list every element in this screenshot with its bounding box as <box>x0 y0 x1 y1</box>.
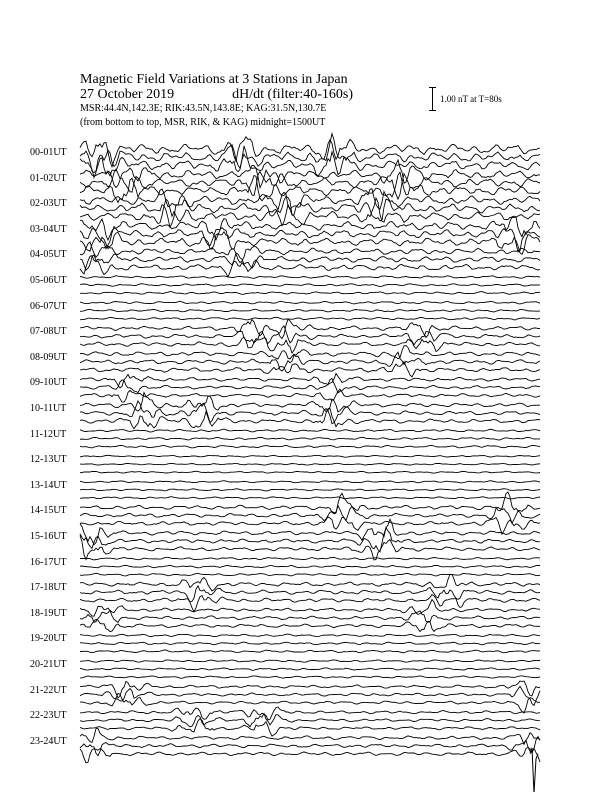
trace-MSR-04-05UT <box>80 242 540 263</box>
hour-label-15-16UT: 15-16UT <box>30 531 67 542</box>
trace-MSR-05-06UT <box>80 276 540 279</box>
trace-MSR-12-13UT <box>80 455 540 457</box>
hour-label-10-11UT: 10-11UT <box>30 403 67 414</box>
hour-label-16-17UT: 16-17UT <box>30 556 67 568</box>
hour-label-22-23UT: 22-23UT <box>30 710 67 722</box>
hour-label-01-02UT: 01-02UT <box>30 172 67 184</box>
hour-label-14-15UT: 14-15UT <box>30 505 67 517</box>
hour-label-05-06UT: 05-06UT <box>30 275 67 286</box>
trace-MSR-13-14UT <box>80 481 540 483</box>
trace-KAG-14-15UT <box>80 517 540 535</box>
hour-label-19-20UT: 19-20UT <box>30 633 67 645</box>
hour-label-06-07UT: 06-07UT <box>30 300 67 312</box>
trace-KAG-09-10UT <box>80 389 540 402</box>
trace-RIK-05-06UT <box>80 284 540 287</box>
trace-MSR-18-19UT <box>80 600 540 617</box>
trace-KAG-11-12UT <box>80 445 540 448</box>
trace-RIK-18-19UT <box>80 610 540 622</box>
trace-MSR-06-07UT <box>80 301 540 304</box>
trace-MSR-00-01UT <box>80 137 540 167</box>
trace-MSR-23-24UT <box>80 729 540 745</box>
trace-KAG-20-21UT <box>80 676 540 678</box>
hour-label-03-04UT: 03-04UT <box>30 223 67 235</box>
station-order-note: (from bottom to top, MSR, RIK, & KAG) midnight=1500UT <box>80 117 326 128</box>
hour-label-07-08UT: 07-08UT <box>30 326 67 338</box>
trace-RIK-19-20UT <box>80 642 540 645</box>
trace-MSR-20-21UT <box>80 660 540 662</box>
trace-KAG-21-22UT <box>80 693 540 713</box>
stations-info: MSR:44.4N,142.3E; RIK:43.5N,143.8E; KAG:31.5N,130.7E <box>80 103 327 114</box>
trace-KAG-08-09UT <box>80 362 540 377</box>
hour-label-00-01UT: 00-01UT <box>30 147 67 158</box>
hour-label-02-03UT: 02-03UT <box>30 198 67 210</box>
trace-RIK-12-13UT <box>80 463 540 465</box>
trace-KAG-05-06UT <box>80 292 540 295</box>
hour-label-23-24UT: 23-24UT <box>30 735 67 747</box>
hour-label-12-13UT: 12-13UT <box>30 454 67 466</box>
trace-KAG-00-01UT <box>80 146 540 178</box>
trace-KAG-19-20UT <box>80 650 540 653</box>
trace-MSR-11-12UT <box>80 429 540 432</box>
trace-MSR-19-20UT <box>80 634 540 637</box>
trace-KAG-18-19UT <box>80 619 540 631</box>
hour-label-18-19UT: 18-19UT <box>30 607 67 619</box>
trace-MSR-07-08UT <box>80 319 540 338</box>
trace-KAG-16-17UT <box>80 573 540 576</box>
trace-KAG-13-14UT <box>80 497 540 499</box>
trace-KAG-03-04UT <box>80 232 540 255</box>
trace-RIK-09-10UT <box>80 379 540 393</box>
hour-label-11-12UT: 11-12UT <box>30 428 67 440</box>
trace-KAG-02-03UT <box>80 198 540 226</box>
trace-KAG-15-16UT <box>80 536 540 561</box>
hour-label-09-10UT: 09-10UT <box>30 377 67 389</box>
trace-RIK-16-17UT <box>80 565 540 568</box>
hour-label-21-22UT: 21-22UT <box>30 684 67 696</box>
trace-RIK-22-23UT <box>80 714 540 727</box>
trace-RIK-11-12UT <box>80 437 540 440</box>
trace-RIK-20-21UT <box>80 668 540 671</box>
trace-MSR-16-17UT <box>80 557 540 560</box>
hour-label-20-21UT: 20-21UT <box>30 659 67 670</box>
trace-MSR-08-09UT <box>80 346 540 359</box>
trace-RIK-01-02UT <box>80 169 540 199</box>
chart-title: Magnetic Field Variations at 3 Stations in Japan <box>80 72 348 87</box>
trace-RIK-06-07UT <box>80 309 540 312</box>
trace-MSR-01-02UT <box>80 160 540 188</box>
hour-label-17-18UT: 17-18UT <box>30 582 67 594</box>
trace-MSR-22-23UT <box>80 707 540 720</box>
date-label: 27 October 2019 <box>80 87 175 102</box>
filter-label: dH/dt (filter:40-160s) <box>232 87 354 102</box>
hour-label-08-09UT: 08-09UT <box>30 351 67 363</box>
hour-label-04-05UT: 04-05UT <box>30 249 67 261</box>
trace-KAG-12-13UT <box>80 471 540 473</box>
trace-RIK-23-24UT <box>80 737 540 756</box>
scale-label: 1.00 nT at T=80s <box>440 94 502 104</box>
trace-KAG-23-24UT <box>80 748 540 763</box>
trace-MSR-17-18UT <box>80 574 540 591</box>
hour-label-13-14UT: 13-14UT <box>30 479 67 491</box>
trace-MSR-14-15UT <box>80 492 540 514</box>
trace-RIK-13-14UT <box>80 489 540 491</box>
trace-KAG-06-07UT <box>80 317 540 320</box>
